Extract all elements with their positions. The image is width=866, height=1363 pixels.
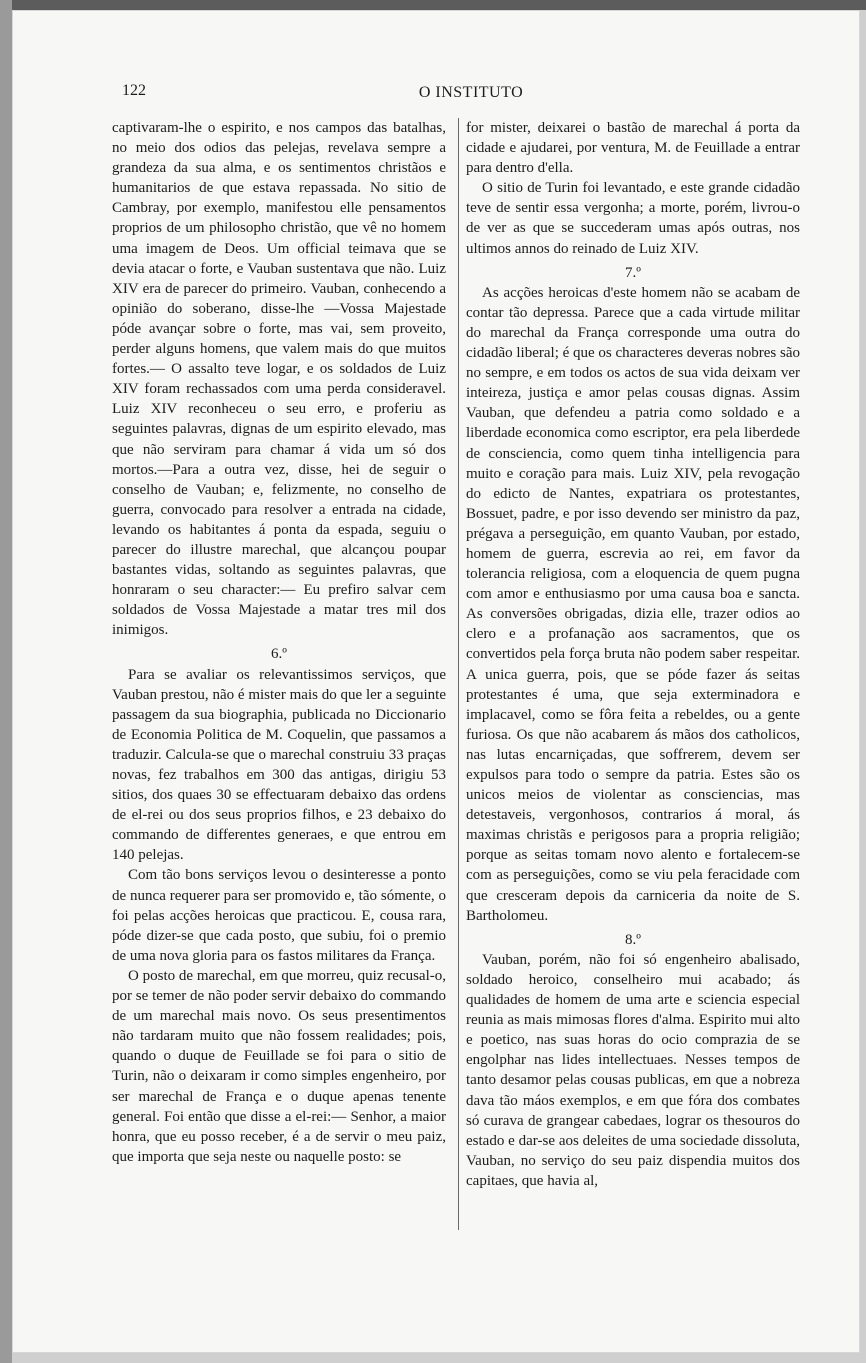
page-header (118, 82, 824, 104)
section-number: 8.º (625, 931, 641, 948)
paragraph: captivaram-lhe o espirito, e nos campos das batalhas, no meio dos odios das pelejas, revelava sempre a grandeza da sua alma, e os sentimentos christãos e humanitarios de que estava repassada. No sitio de Cambray, por exemplo, manifestou elle pensamentos proprios de um philosopho christão, que vê no homem uma imagem de Deos. Um official teimava que se devia atacar o forte, e Vauban sustentava que não. Luiz XIV era de parecer do primeiro. Vauban, conhecendo a opinião do soberano, disse-lhe —Vossa Majestade póde avançar sobre o forte, mas vai, sem proveito, perder alguns homens, que valem mais do que muitos fortes.— O assalto teve logar, e os soldados de Luiz XIV foram rechassados com uma perda consideravel. Luiz XIV reconheceu o seu erro, e proferiu as seguintes palavras, dignas de um espirito elevado, mas que não serviram para chamar á vida um só dos mortos.—Para a outra vez, disse, hei de seguir o conselho de Vauban; e, felizmente, no conselho de guerra, convocado para resolver a entrada na cidade, levando os habitantes á ponta da espada, seguiu o parecer do illustre marechal, que alcançou poupar bastantes vidas, soltando as seguintes palavras, que honraram o seu character:— Eu prefiro salvar cem soldados de Vossa Majestade a matar tres mil dos inimigos. (112, 120, 446, 639)
scan-border-top (0, 0, 866, 10)
paragraph: Vauban, porém, não foi só engenheiro abalisado, soldado heroico, conselheiro mui acabado; ás qualidades de homem de uma arte e sciencia especial reunia as mais mimosas flores d'alma. Espirito mui alto e poetico, nas suas horas do ocio comprazia de se engolphar nas lides intellectuaes. Nesses tempos de tanto desamor pelas cousas publicas, em que a nobreza dava tão máos exemplos, e em que fóra dos combates só curava de grangear cabedaes, lograr os thesouros do estado e dar-se aos deleites de uma sociedade dissoluta, Vauban, no serviço do seu paiz dispendia muitos dos capitaes, que havia al, (466, 951, 800, 1189)
paragraph: Para se avaliar os relevantissimos serviços, que Vauban prestou, não é mister mais do que ler a seguinte passagem da sua biographia, publicada no Diccionario de Economia Politica de M. Coquelin, que passamos a traduzir. Calcula-se que o marechal construiu 33 praças novas, fez trabalhos em 300 das antigas, dirigiu 53 sitios, dos quaes 30 se effectuaram debaixo das ordens de el-rei ou dos seus proprios filhos, e 23 debaixo do commando de differentes generaes, e que entrou em 140 pelejas. (112, 666, 446, 864)
paragraph: As acções heroicas d'este homem não se acabam de contar tão depressa. Parece que a cada virtude militar do marechal da França corresponde uma outra do cidadão liberal; é que os characteres deveras nobres são no sempre, e em todos os actos de sua vida deixam ver inteireza, justiça e amor pelas cousas dignas. Assim Vauban, que defendeu a patria como soldado e a liberdade economica como escriptor, era pela liberdede de consciencia, como quem tinha intelligencia para muito e coração para mais. Luiz XIV, pela revogação do edicto de Nantes, expatriara os protestantes, Bossuet, padre, e por isso devendo ser ministro da paz, prégava a perseguição, em quanto Vauban, por estado, homem de guerra, escrevia ao rei, em favor da tolerancia religiosa, com a eloquencia de quem pugna com amor e enthusiasmo por uma causa boa e sancta. As conversões obrigadas, dizia elle, trazer odios ao clero e a profanação aos sacramentos, que os convertidos pela força bruta não podem saber respeitar. A unica guerra, pois, que se póde fazer ás seitas protestantes é uma, que seja exterminadora e implacavel, como se fôra feita a rebeldes, ou a gente furiosa. Os que não acabarem ás mãos dos catholicos, nas lutas encarniçadas, que soffrerem, devem ser expulsos para todo o sempre da patria. Estes são os unicos meios de violentar as consciencias, mas detestaveis, vergonhosos, contrarios á moral, ás maximas christãs e perigosos para a propria religião; porque as seitas tomam novo alento e fortalecem-se com as perseguições, como se viu pela feracidade com que cresceram depois da carniceria da noite de S. Bartholomeu. (466, 284, 801, 924)
scan-border-left (0, 0, 12, 1363)
page-number: 122 (122, 82, 146, 99)
section-number: 7.º (625, 264, 641, 281)
column-divider (458, 118, 459, 1230)
section-number: 6.º (271, 646, 287, 663)
paragraph: for mister, deixarei o bastão de marechal á porta da cidade e ajudarei, por ventura, M. de Feuillade a entrar para dentro d'ella. (466, 120, 800, 177)
paragraph: Com tão bons serviços levou o desinteresse a ponto de nunca requerer para ser promovido e, tão sómente, o foi pelas acções heroicas que practicou. E, cousa rara, póde dizer-se que cada posto, que subiu, foi o premio de uma nova gloria para os fastos militares da França. (112, 867, 446, 964)
right-column (466, 118, 800, 1191)
running-title: O INSTITUTO (418, 84, 524, 101)
paragraph: O posto de marechal, em que morreu, quiz recusal-o, por se temer de não poder servir debaixo do commando de um marechal mais novo. Os seus presentimentos não tardaram muito que não fossem realidades; pois, quando o duque de Feuillade se foi para o sitio de Turin, não o deixaram ir como simples engenheiro, por ser marechal de França e o duque apenas tenente general. Foi então que disse a el-rei:— Senhor, a maior honra, que eu posso receber, é a de servir o meu paiz, que importa que seja neste ou naquelle posto: se (112, 967, 446, 1165)
left-column (112, 118, 446, 1167)
paragraph: O sitio de Turin foi levantado, e este grande cidadão teve de sentir essa vergonha; a morte, porém, livrou-o de ver as que se succederam umas após outras, nos ultimos annos do reinado de Luiz XIV. (466, 180, 800, 257)
